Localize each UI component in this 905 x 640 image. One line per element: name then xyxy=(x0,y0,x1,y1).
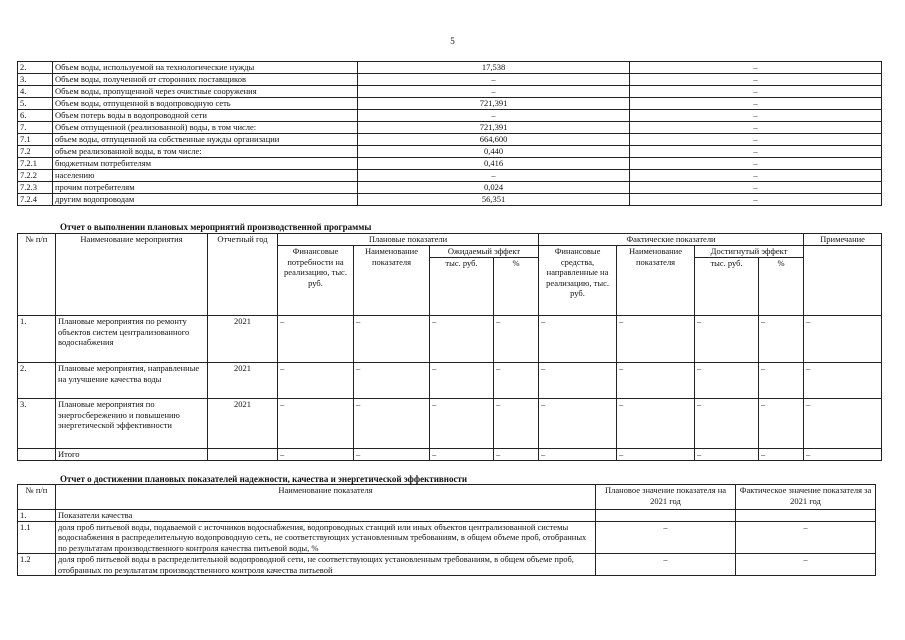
header-measure-name: Наименование мероприятия xyxy=(56,234,208,316)
fact-value: – xyxy=(630,194,882,206)
table-row xyxy=(18,363,882,399)
dash-value: – xyxy=(695,316,759,363)
total-row xyxy=(18,449,882,461)
dash-value: – xyxy=(354,449,430,461)
row-number: 7.2.4 xyxy=(18,194,53,206)
dash-value: – xyxy=(759,316,804,363)
plan-value xyxy=(596,510,736,522)
fact-value: – xyxy=(630,146,882,158)
dash-value: – xyxy=(759,399,804,449)
dash-value: – xyxy=(695,399,759,449)
row-name: бюджетным потребителям xyxy=(53,158,358,170)
header-num: № п/п xyxy=(18,485,56,510)
row-number: 7.1 xyxy=(18,134,53,146)
fact-value: – xyxy=(736,554,876,576)
section-title-indicators: Отчет о достижении плановых показателей надежности, качества и энергетической эффективности xyxy=(60,474,468,484)
row-name: населению xyxy=(53,170,358,182)
header-note-blank xyxy=(804,246,882,316)
table-row xyxy=(18,110,882,122)
header-indicator-name: Наименование показателя xyxy=(56,485,596,510)
dash-value: – xyxy=(759,449,804,461)
header-achieved-thous: тыс. руб. xyxy=(695,258,759,316)
table-row xyxy=(18,194,882,206)
report-year: 2021 xyxy=(208,316,278,363)
row-name: объем воды, отпущенной на собственные нужды организации xyxy=(53,134,358,146)
header-plan-value: Плановое значение показателя на 2021 год xyxy=(596,485,736,510)
report-year xyxy=(208,449,278,461)
plan-value: 664,600 xyxy=(358,134,630,146)
row-number: 7.2.1 xyxy=(18,158,53,170)
indicator-name: доля проб питьевой воды, подаваемой с источников водоснабжения, водопроводных станций или иных объектов централизованной системы водоснабжения в распределительную водопроводную сеть, не соответствующих установленным требованиям, в общем объеме проб, отобранных по результатам производственного контроля качества питьевой воды, % xyxy=(56,521,596,554)
row-number: 6. xyxy=(18,110,53,122)
table-row xyxy=(18,86,882,98)
dash-value: – xyxy=(539,399,617,449)
fact-value: – xyxy=(630,158,882,170)
header-fact-finance: Финансовые средства, направленные на реализацию, тыс. руб. xyxy=(539,246,617,316)
row-name: Объем воды, отпущенной в водопроводную сеть xyxy=(53,98,358,110)
row-name: прочим потребителям xyxy=(53,182,358,194)
row-number: 3. xyxy=(18,399,56,449)
row-number: 7. xyxy=(18,122,53,134)
fact-value: – xyxy=(630,182,882,194)
table-row xyxy=(18,170,882,182)
plan-value: 721,391 xyxy=(358,122,630,134)
dash-value: – xyxy=(494,316,539,363)
header-achieved-effect: Достигнутый эффект xyxy=(695,246,804,258)
plan-value: 721,391 xyxy=(358,98,630,110)
header-expected-thous: тыс. руб. xyxy=(430,258,494,316)
header-expected-effect: Ожидаемый эффект xyxy=(430,246,539,258)
dash-value: – xyxy=(804,399,882,449)
row-name: Объем потерь воды в водопроводной сети xyxy=(53,110,358,122)
row-number: 1.2 xyxy=(18,554,56,576)
fact-value: – xyxy=(630,86,882,98)
table-row xyxy=(18,399,882,449)
plan-value: – xyxy=(358,86,630,98)
header-fact-group: Фактические показатели xyxy=(539,234,804,246)
dash-value: – xyxy=(430,449,494,461)
fact-value: – xyxy=(630,98,882,110)
header-note: Примечание xyxy=(804,234,882,246)
plan-value: – xyxy=(358,74,630,86)
header-expected-pct: % xyxy=(494,258,539,316)
row-number: 4. xyxy=(18,86,53,98)
report-year: 2021 xyxy=(208,399,278,449)
dash-value: – xyxy=(430,399,494,449)
dash-value: – xyxy=(804,449,882,461)
table-row xyxy=(18,182,882,194)
dash-value: – xyxy=(354,363,430,399)
header-achieved-pct: % xyxy=(759,258,804,316)
fact-value: – xyxy=(630,110,882,122)
row-name: объем реализованной воды, в том числе: xyxy=(53,146,358,158)
table-row xyxy=(18,510,876,522)
plan-value: 0,440 xyxy=(358,146,630,158)
table-row xyxy=(18,554,876,576)
header-fact-value: Фактическое значение показателя за 2021 год xyxy=(736,485,876,510)
plan-value: – xyxy=(358,110,630,122)
measure-name: Плановые мероприятия по энергосбережению и повышению энергетической эффективности xyxy=(56,399,208,449)
fact-value: – xyxy=(630,62,882,74)
plan-value: – xyxy=(358,170,630,182)
dash-value: – xyxy=(494,399,539,449)
header-plan-group: Плановые показатели xyxy=(278,234,539,246)
row-number: 7.2.3 xyxy=(18,182,53,194)
dash-value: – xyxy=(539,449,617,461)
row-name: Объем воды, используемой на технологические нужды xyxy=(53,62,358,74)
header-plan-indicator: Наименование показателя xyxy=(354,246,430,316)
dash-value: – xyxy=(278,363,354,399)
dash-value: – xyxy=(804,363,882,399)
indicator-name: Показатели качества xyxy=(56,510,596,522)
fact-value: – xyxy=(630,74,882,86)
section-title-measures: Отчет о выполнении плановых мероприятий производственной программы xyxy=(60,222,372,232)
dash-value: – xyxy=(539,316,617,363)
header-fact-indicator: Наименование показателя xyxy=(617,246,695,316)
row-name: Объем воды, полученной от сторонних поставщиков xyxy=(53,74,358,86)
header-plan-finance: Финансовые потребности на реализацию, тыс. руб. xyxy=(278,246,354,316)
measure-name: Плановые мероприятия, направленные на улучшение качества воды xyxy=(56,363,208,399)
measures-table xyxy=(17,233,882,461)
water-volume-table xyxy=(17,61,882,206)
dash-value: – xyxy=(430,316,494,363)
table-row xyxy=(18,134,882,146)
fact-value: – xyxy=(630,134,882,146)
row-number: 1. xyxy=(18,510,56,522)
plan-value: 56,351 xyxy=(358,194,630,206)
row-name: Объем воды, пропущенной через очистные сооружения xyxy=(53,86,358,98)
plan-value: 17,538 xyxy=(358,62,630,74)
report-year: 2021 xyxy=(208,363,278,399)
dash-value: – xyxy=(278,316,354,363)
dash-value: – xyxy=(430,363,494,399)
fact-value: – xyxy=(630,170,882,182)
row-number xyxy=(18,449,56,461)
dash-value: – xyxy=(617,399,695,449)
dash-value: – xyxy=(278,449,354,461)
dash-value: – xyxy=(494,363,539,399)
table-row xyxy=(18,98,882,110)
plan-value: 0,024 xyxy=(358,182,630,194)
row-number: 7.2.2 xyxy=(18,170,53,182)
row-number: 7.2 xyxy=(18,146,53,158)
indicators-table xyxy=(17,484,876,576)
dash-value: – xyxy=(804,316,882,363)
fact-value: – xyxy=(736,521,876,554)
fact-value: – xyxy=(630,122,882,134)
table-row xyxy=(18,158,882,170)
plan-value: – xyxy=(596,521,736,554)
total-label: Итого xyxy=(56,449,208,461)
row-number: 3. xyxy=(18,74,53,86)
page-number: 5 xyxy=(450,36,455,46)
table-row xyxy=(18,316,882,363)
dash-value: – xyxy=(617,363,695,399)
dash-value: – xyxy=(278,399,354,449)
dash-value: – xyxy=(759,363,804,399)
dash-value: – xyxy=(539,363,617,399)
plan-value: 0,416 xyxy=(358,158,630,170)
row-name: Объем отпущенной (реализованной) воды, в том числе: xyxy=(53,122,358,134)
row-number: 5. xyxy=(18,98,53,110)
dash-value: – xyxy=(695,449,759,461)
table-row xyxy=(18,122,882,134)
header-year: Отчетный год xyxy=(208,234,278,316)
dash-value: – xyxy=(695,363,759,399)
table-row xyxy=(18,521,876,554)
row-number: 2. xyxy=(18,363,56,399)
dash-value: – xyxy=(354,399,430,449)
dash-value: – xyxy=(494,449,539,461)
row-number: 1.1 xyxy=(18,521,56,554)
table-row xyxy=(18,74,882,86)
header-num: № п/п xyxy=(18,234,56,316)
dash-value: – xyxy=(617,449,695,461)
dash-value: – xyxy=(354,316,430,363)
row-name: другим водопроводам xyxy=(53,194,358,206)
row-number: 1. xyxy=(18,316,56,363)
row-number: 2. xyxy=(18,62,53,74)
table-row xyxy=(18,62,882,74)
fact-value xyxy=(736,510,876,522)
dash-value: – xyxy=(617,316,695,363)
table-row xyxy=(18,146,882,158)
plan-value: – xyxy=(596,554,736,576)
measure-name: Плановые мероприятия по ремонту объектов систем централизованного водоснабжения xyxy=(56,316,208,363)
indicator-name: доля проб питьевой воды в распределительной водопроводной сети, не соответствующих установленным требованиям, в общем объеме проб, отобранных по результатам производственного контроля качества питьевой xyxy=(56,554,596,576)
